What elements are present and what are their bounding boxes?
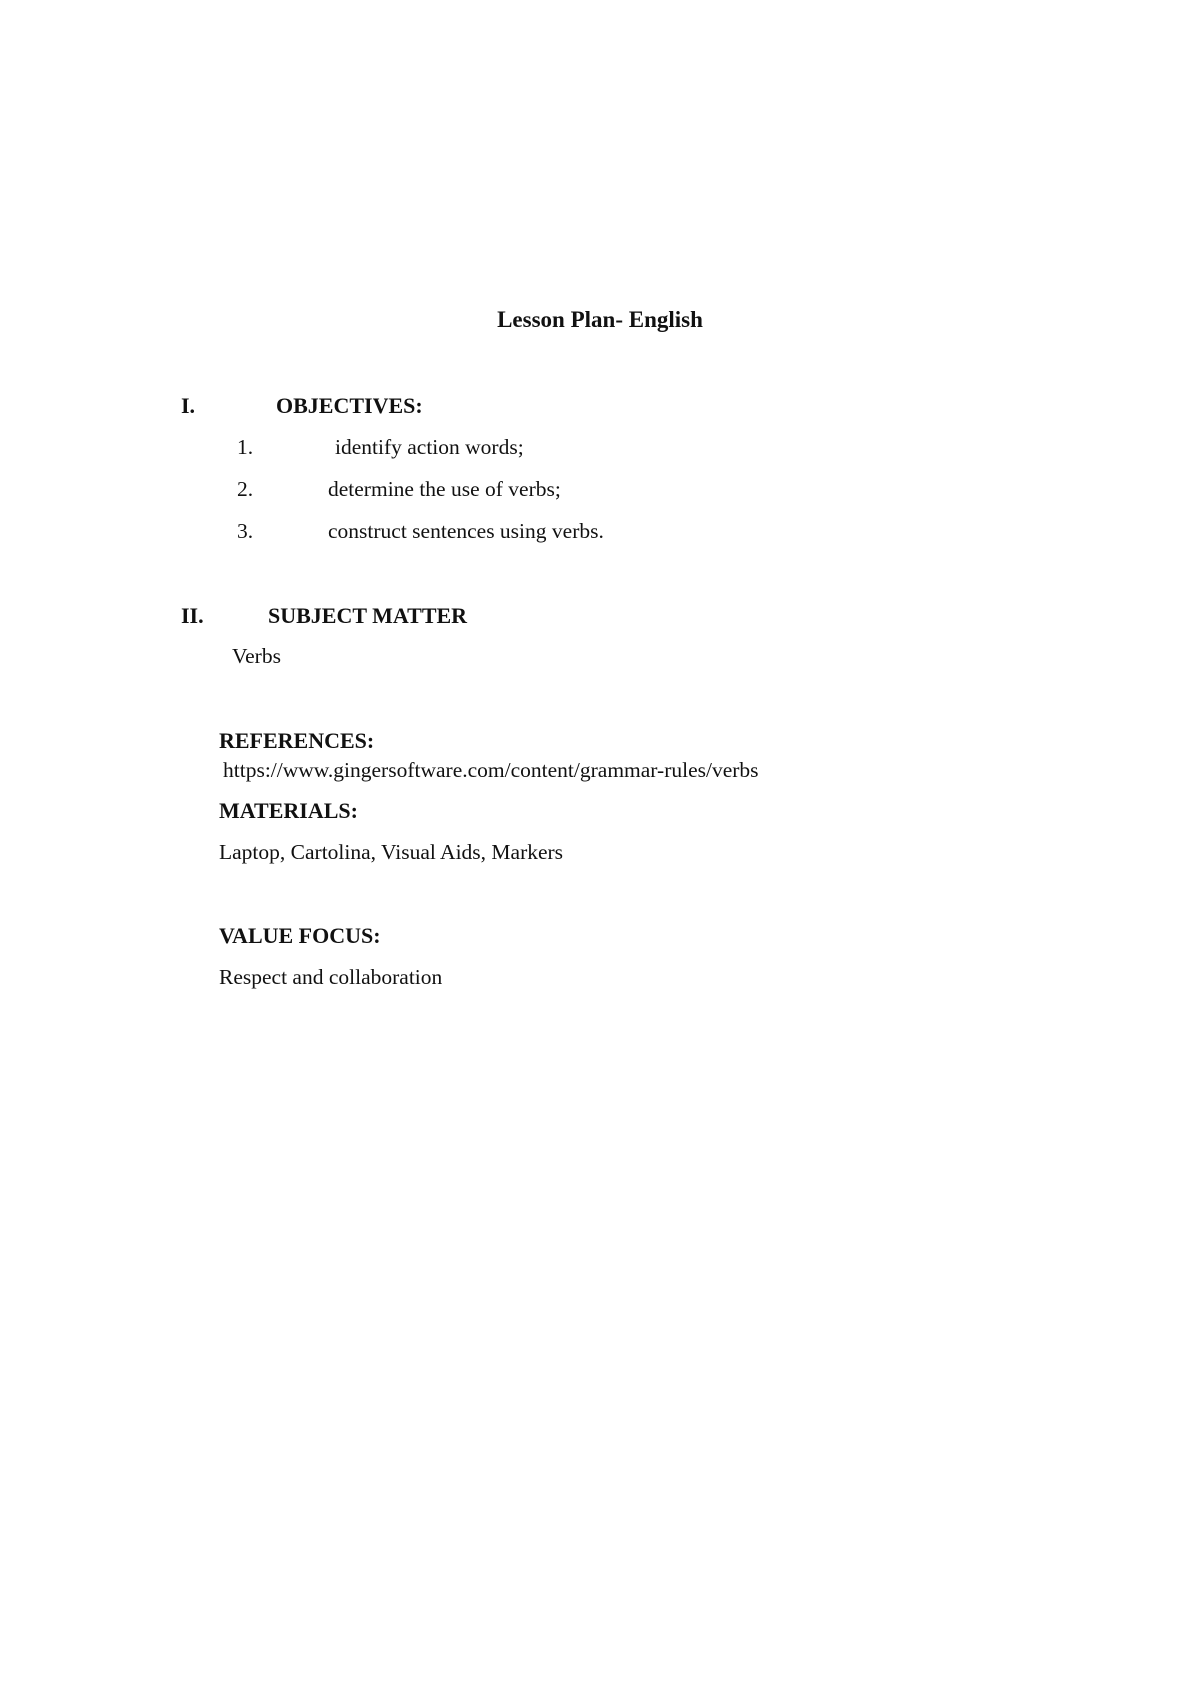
subject-topic: Verbs — [232, 644, 281, 668]
references-link[interactable]: https://www.gingersoftware.com/content/grammar-rules/verbs — [223, 758, 759, 782]
page-title: Lesson Plan- English — [497, 307, 703, 332]
objective-number: 2. — [237, 477, 254, 501]
objective-text: construct sentences using verbs. — [328, 519, 604, 543]
value-focus-heading: VALUE FOCUS: — [219, 923, 381, 948]
section-numeral-subject-matter: II. — [181, 603, 204, 628]
section-numeral-objectives: I. — [181, 393, 196, 418]
objective-number: 3. — [237, 519, 254, 543]
objective-text: determine the use of verbs; — [328, 477, 561, 501]
materials-heading: MATERIALS: — [219, 798, 358, 823]
references-heading: REFERENCES: — [219, 728, 375, 753]
value-focus-text: Respect and collaboration — [219, 965, 443, 989]
objective-number: 1. — [237, 435, 254, 459]
objective-text: identify action words; — [335, 435, 524, 459]
objectives-heading: OBJECTIVES: — [276, 393, 423, 418]
materials-text: Laptop, Cartolina, Visual Aids, Markers — [219, 840, 564, 864]
subject-matter-heading: SUBJECT MATTER — [268, 603, 468, 628]
